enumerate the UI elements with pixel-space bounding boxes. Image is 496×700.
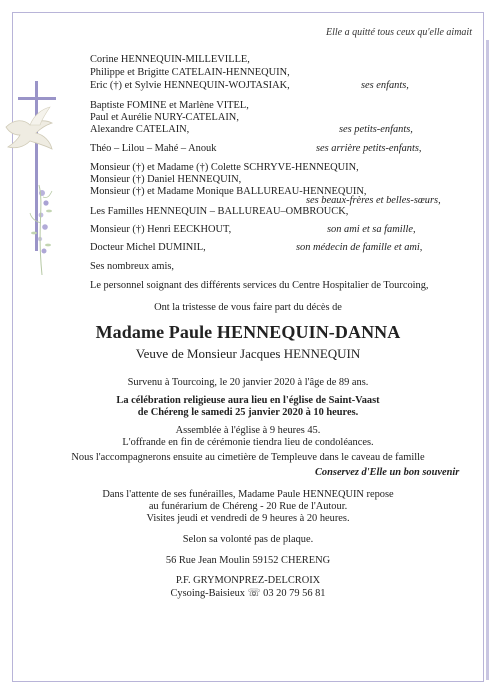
cross-dove-illustration: [0, 75, 70, 305]
relation-label: son médecin de famille et ami,: [296, 242, 423, 253]
ceremony-line: La célébration religieuse aura lieu en l'église de Saint-Vaast: [116, 395, 380, 406]
funeral-home-name: P.F. GRYMONPREZ-DELCROIX: [175, 575, 321, 586]
announcement: Ont la tristesse de vous faire part du décès de: [154, 302, 342, 313]
family-line: Monsieur (†) et Madame (†) Colette SCHRYVE-HENNEQUIN,: [90, 162, 359, 173]
ceremony-line: de Chéreng le samedi 25 janvier 2020 à 10 heures.: [137, 407, 359, 418]
gathering-line: Assemblée à l'église à 9 heures 45.: [175, 425, 321, 436]
relation-label: ses enfants,: [361, 80, 409, 91]
family-line: Monsieur (†) et Madame Monique BALLUREAU-HENNEQUIN,: [90, 186, 367, 197]
family-line: Corine HENNEQUIN-MILLEVILLE,: [90, 54, 250, 65]
offering-line: L'offrande en fin de cérémonie tiendra lieu de condoléances.: [122, 437, 374, 448]
epigraph: Elle a quitté tous ceux qu'elle aimait: [326, 27, 472, 38]
relation-label: ses petits-enfants,: [339, 124, 413, 135]
family-line: Le personnel soignant des différents services du Centre Hospitalier de Tourcoing,: [90, 280, 429, 291]
family-line: Ses nombreux amis,: [90, 261, 174, 272]
family-line: Philippe et Brigitte CATELAIN-HENNEQUIN,: [90, 67, 290, 78]
family-line: Monsieur (†) Henri EECKHOUT,: [90, 224, 232, 235]
funeral-line: Dans l'attente de ses funérailles, Madame Paule HENNEQUIN repose: [102, 489, 394, 500]
death-line: Survenu à Tourcoing, le 20 janvier 2020 à l'âge de 89 ans.: [127, 377, 369, 388]
family-line: Alexandre CATELAIN,: [90, 124, 190, 135]
family-line: Eric (†) et Sylvie HENNEQUIN-WOJTASIAK,: [90, 80, 290, 91]
memory-line: Conservez d'Elle un bon souvenir: [315, 467, 460, 478]
family-line: Monsieur (†) Daniel HENNEQUIN,: [90, 174, 242, 185]
cross-icon: [0, 75, 70, 305]
family-line: Théo – Lilou – Mahé – Anouk: [90, 143, 217, 154]
family-line: Paul et Aurélie NURY-CATELAIN,: [90, 112, 239, 123]
relation-label: son ami et sa famille,: [327, 224, 416, 235]
family-line: Les Familles HENNEQUIN – BALLUREAU–OMBROUCK,: [90, 206, 349, 217]
plaque-line: Selon sa volonté pas de plaque.: [182, 534, 314, 545]
relation-label: ses arrière petits-enfants,: [316, 143, 422, 154]
funeral-home-phone: Cysoing-Baisieux ☏ 03 20 79 56 81: [170, 588, 326, 599]
family-line: Baptiste FOMINE et Marlène VITEL,: [90, 100, 249, 111]
burial-line: Nous l'accompagnerons ensuite au cimetière de Templeuve dans le caveau de famille: [71, 452, 425, 463]
widow-line: Veuve de Monsieur Jacques HENNEQUIN: [135, 346, 361, 361]
deceased-name: Madame Paule HENNEQUIN-DANNA: [95, 322, 401, 342]
address-line: 56 Rue Jean Moulin 59152 CHERENG: [165, 555, 331, 566]
visits-line: Visites jeudi et vendredi de 9 heures à 20 heures.: [146, 513, 350, 524]
funeral-line: au funérarium de Chéreng - 20 Rue de l'Autour.: [148, 501, 348, 512]
relation-label: ses beaux-frères et belles-sœurs,: [306, 195, 441, 206]
family-line: Docteur Michel DUMINIL,: [90, 242, 206, 253]
